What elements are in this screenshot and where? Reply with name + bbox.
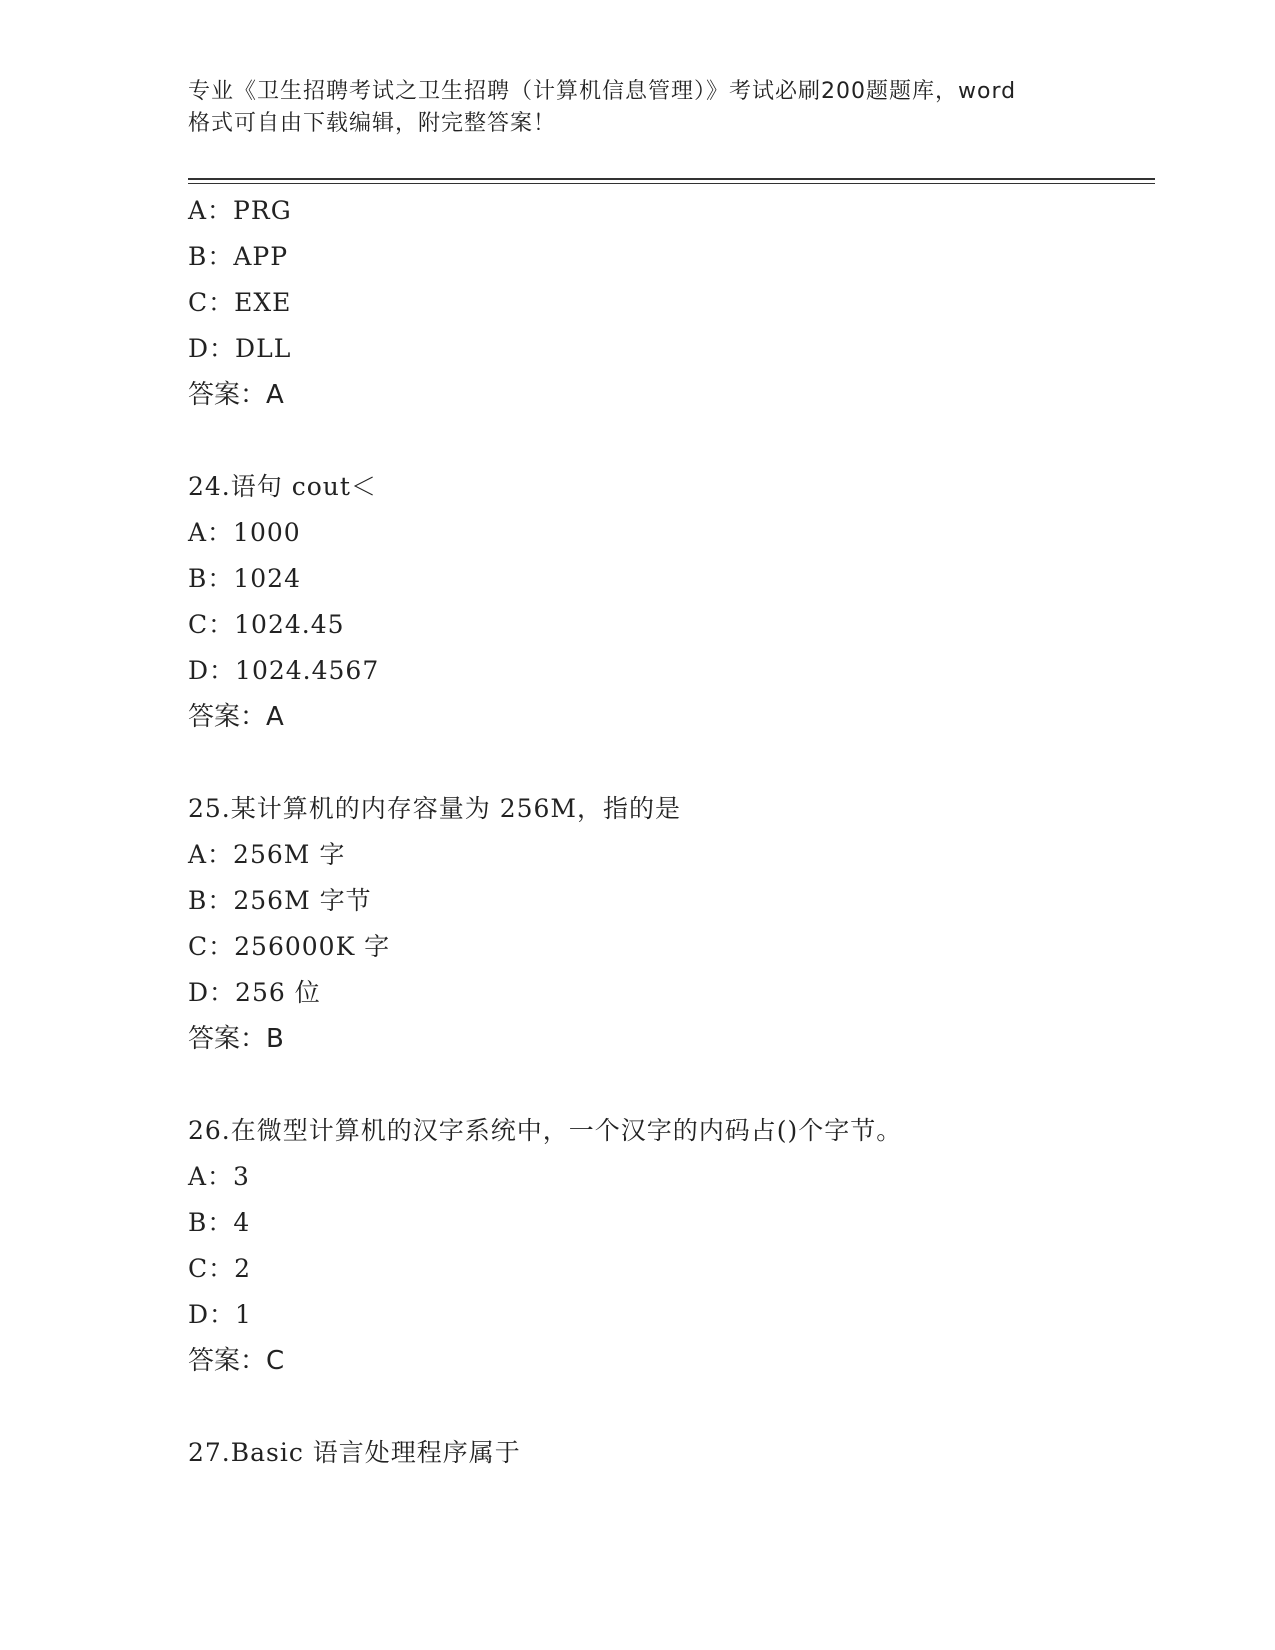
header-line-2: 格式可自由下载编辑，附完整答案！ — [188, 111, 557, 136]
option-d: D：1 — [188, 1300, 252, 1329]
answer-line: 答案：B — [188, 1024, 284, 1054]
option-b: B：APP — [188, 242, 289, 271]
answer-line: 答案：A — [188, 380, 284, 410]
question-stem: 24.语句 cout＜ — [188, 472, 377, 501]
question-block-24 — [188, 464, 1155, 740]
header-divider-thin — [188, 183, 1155, 184]
question-stem: 25.某计算机的内存容量为 256M，指的是 — [188, 794, 682, 823]
option-a: A：3 — [188, 1162, 250, 1191]
option-a: A：256M 字 — [188, 840, 346, 869]
spacer — [188, 1062, 1155, 1108]
option-d: D：256 位 — [188, 978, 321, 1007]
header-line-1: 专业《卫生招聘考试之卫生招聘（计算机信息管理）》考试必刷200题题库，word — [188, 79, 1017, 104]
option-d: D：DLL — [188, 334, 292, 363]
spacer — [188, 418, 1155, 464]
option-a: A：1000 — [188, 518, 301, 547]
spacer — [188, 740, 1155, 786]
option-b: B：1024 — [188, 564, 301, 593]
question-block-continued — [188, 188, 1155, 418]
question-list — [188, 188, 1155, 1476]
answer-line: 答案：A — [188, 702, 284, 732]
option-c: C：2 — [188, 1254, 252, 1283]
question-block-25 — [188, 786, 1155, 1062]
option-b: B：4 — [188, 1208, 251, 1237]
option-d: D：1024.4567 — [188, 656, 380, 685]
option-c: C：256000K 字 — [188, 932, 391, 961]
spacer — [188, 1384, 1155, 1430]
question-block-27 — [188, 1430, 1155, 1476]
question-stem: 27.Basic 语言处理程序属于 — [188, 1438, 521, 1467]
option-c: C：EXE — [188, 288, 292, 317]
question-block-26 — [188, 1108, 1155, 1384]
option-a: A：PRG — [188, 196, 292, 225]
option-b: B：256M 字节 — [188, 886, 372, 915]
document-header — [188, 76, 1088, 140]
question-stem: 26.在微型计算机的汉字系统中，一个汉字的内码占()个字节。 — [188, 1116, 903, 1145]
answer-line: 答案：C — [188, 1346, 285, 1376]
option-c: C：1024.45 — [188, 610, 345, 639]
header-divider-thick — [188, 178, 1155, 180]
